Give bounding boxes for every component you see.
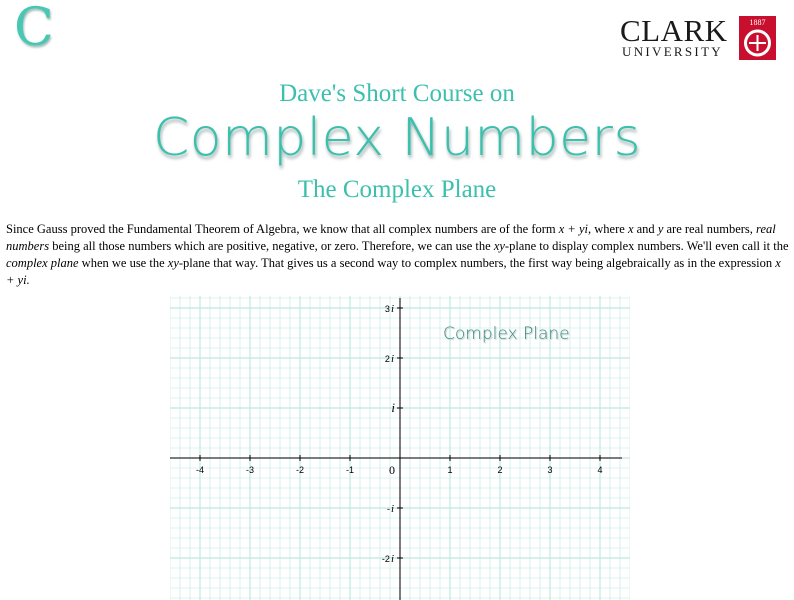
x-tick-label: 3 bbox=[547, 465, 553, 475]
x-tick-label: -3 bbox=[245, 465, 255, 475]
x-tick-label: 2 bbox=[497, 465, 503, 475]
y-tick-label: i bbox=[391, 400, 395, 415]
logo-year: 1887 bbox=[749, 18, 766, 27]
y-tick-label: -2i bbox=[381, 553, 394, 565]
logo-seal-icon bbox=[739, 16, 776, 60]
y-tick-label: 2i bbox=[384, 353, 394, 365]
x-tick-label: -2 bbox=[295, 465, 305, 475]
page-title: Complex Numbers bbox=[152, 108, 642, 168]
y-tick-label: 3i bbox=[384, 303, 394, 315]
origin-label: 0 bbox=[389, 463, 395, 477]
x-tick-label: 4 bbox=[597, 465, 603, 475]
x-tick-label: -1 bbox=[345, 465, 355, 475]
logo-subtitle: UNIVERSITY bbox=[622, 44, 723, 59]
logo-name: CLARK bbox=[620, 13, 728, 48]
corner-letter: C bbox=[14, 0, 54, 58]
course-title: Dave's Short Course on bbox=[279, 80, 515, 107]
intro-paragraph: Since Gauss proved the Fundamental Theorem of Algebra, we know that all complex numbers are of the form x + yi, where x and y are real numbers, real numbers being all those numbers which are positive, negative, or zero. Therefore, we can use the xy-plane to display complex numbers. We'll even call it the complex plane when we use the xy-plane that way. That gives us a second way to complex numbers, the first way being algebraically as in the expression x + yi. bbox=[6, 222, 789, 287]
x-tick-label: -4 bbox=[195, 465, 205, 475]
page-subtitle: The Complex Plane bbox=[297, 176, 497, 203]
clark-university-logo[interactable] bbox=[620, 14, 778, 64]
plot-title: Complex Plane bbox=[443, 324, 570, 344]
y-tick-label: -i bbox=[386, 503, 394, 515]
x-tick-label: 1 bbox=[447, 465, 453, 475]
